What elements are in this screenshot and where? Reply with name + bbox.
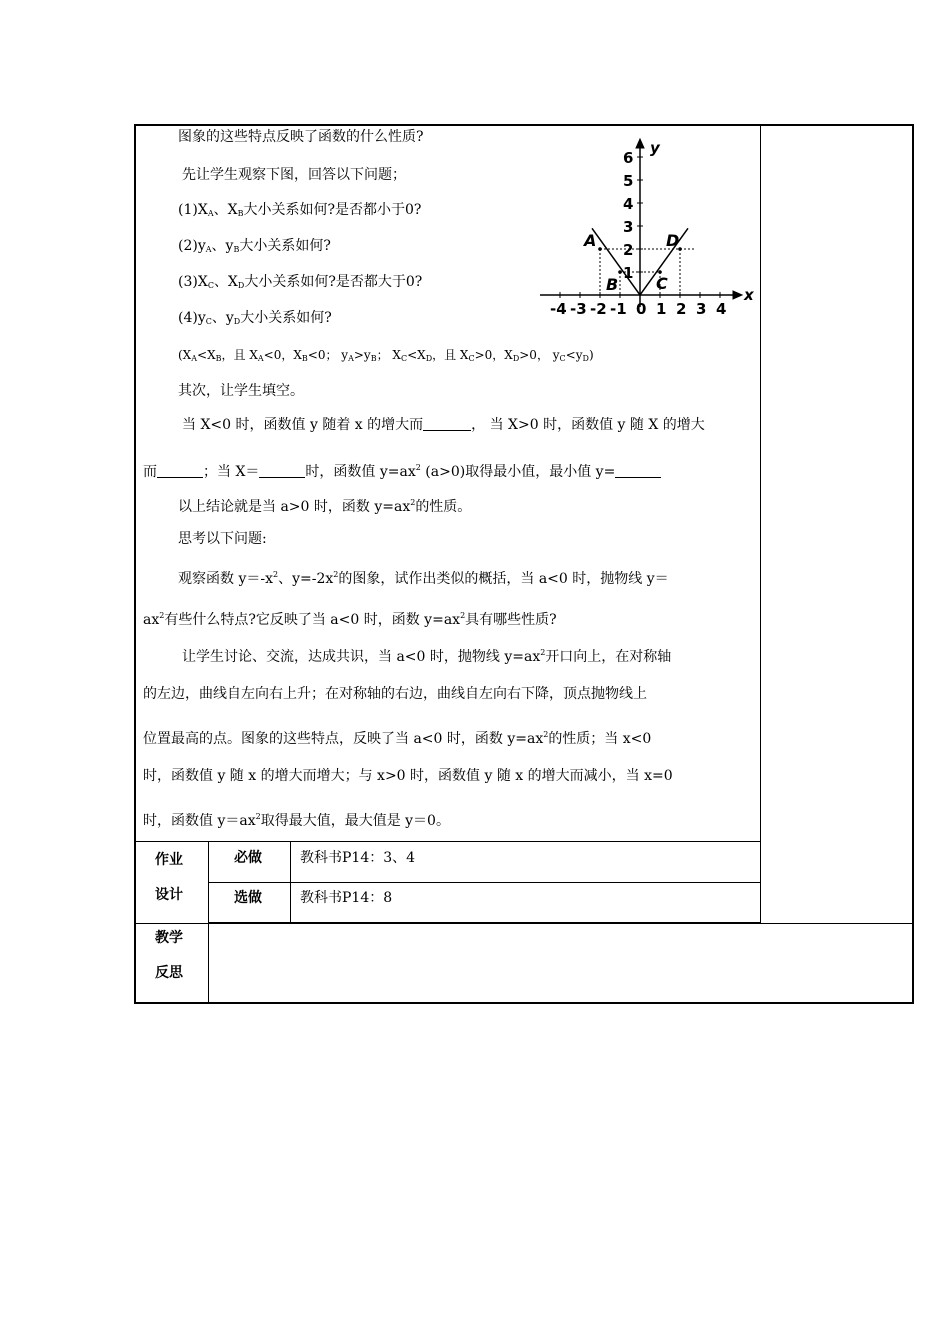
x-tick-label: 1 xyxy=(656,300,667,318)
question-3: $(3)X_C$、$X_D$大小关系如何?是否都大于0? xyxy=(178,274,423,290)
content-column-divider xyxy=(760,124,761,924)
discussion-line-1: 让学生讨论、交流，达成共识，当 a<0 时，抛物线 $y=ax^2$开口向上，在对称轴 xyxy=(182,648,672,665)
conclusion: 以上结论就是当 a>0 时，函数 $y=ax^2$的性质。 xyxy=(178,498,472,515)
x-tick-label: -1 xyxy=(610,300,627,318)
question-1: $(1)X_A$、$X_B$大小关系如何?是否都小于0? xyxy=(178,202,422,218)
answer-blank[interactable] xyxy=(259,463,305,478)
table-top-border xyxy=(134,124,914,126)
y-tick-label: 2 xyxy=(623,241,634,259)
observe-instruction: 先让学生观察下图，回答以下问题； xyxy=(182,167,406,183)
y-axis-arrow xyxy=(636,139,644,148)
y-tick-label: 1 xyxy=(623,264,634,282)
fill-blank-line-2: 而 ；当 X＝ 时，函数值 $y=ax^2$ (a>0)取得最小值，最小值 y= xyxy=(143,458,661,482)
x-tick-label: 2 xyxy=(676,300,687,318)
homework-row-top xyxy=(134,841,761,842)
optional-label: 选做 xyxy=(234,890,262,906)
answer-blank[interactable] xyxy=(423,416,471,431)
table-right-border xyxy=(912,124,914,1004)
x-tick-label: -3 xyxy=(570,300,587,318)
answer-summary: ($X_A<X_B$，且 $X_A<0$，$X_B<0$； $y_A>y_B$； $X_C<X_D$，且 $X_C>0$，$X_D>0$， $y_C<y_D$) xyxy=(178,348,594,363)
point-marker xyxy=(598,247,602,251)
title-column-divider xyxy=(208,841,209,1003)
table-bottom-border xyxy=(134,1002,914,1004)
x-tick-label: 3 xyxy=(696,300,707,318)
x-axis-label: x xyxy=(744,286,754,304)
homework-title-2: 设计 xyxy=(155,887,183,903)
point-label: D xyxy=(666,231,680,250)
point-label: B xyxy=(606,275,619,294)
reflection-row-top xyxy=(134,923,914,924)
origin-label: 0 xyxy=(636,300,647,318)
subtitle-column-divider xyxy=(290,841,291,923)
y-axis-label: y xyxy=(650,139,660,157)
absolute-value-graph xyxy=(530,135,760,320)
y-tick-label: 6 xyxy=(623,149,634,167)
discussion-line-4: 时，函数值 y 随 x 的增大而增大；与 x>0 时，函数值 y 随 x 的增大而减小，当 x=0 xyxy=(143,768,673,784)
answer-blank[interactable] xyxy=(157,463,203,478)
reflection-title-1: 教学 xyxy=(155,930,183,946)
answer-blank[interactable] xyxy=(615,463,661,478)
question-4: $(4)y_C$、$y_D$大小关系如何? xyxy=(178,310,332,326)
table-left-border xyxy=(134,124,136,1004)
discussion-line-2: 的左边，曲线自左向右上升；在对称轴的右边，曲线自左向右下降，顶点抛物线上 xyxy=(143,686,647,702)
discussion-line-5: 时，函数值 $y=ax^2$取得最大值，最大值是 y＝0。 xyxy=(143,812,450,829)
fill-blank-line-1: 当 X<0 时，函数值 y 随着 x 的增大而 ， 当 X>0 时，函数值 y 随 X 的增大 xyxy=(182,417,705,433)
x-tick-label: 4 xyxy=(716,300,727,318)
homework-title-1: 作业 xyxy=(155,852,183,868)
point-label: A xyxy=(584,231,597,250)
y-tick-label: 3 xyxy=(623,218,634,236)
discussion-line-3: 位置最高的点。图象的这些特点，反映了当 a<0 时，函数 $y=ax^2$的性质；当 x<0 xyxy=(143,730,652,747)
x-tick-label: -4 xyxy=(550,300,567,318)
required-homework: 教科书P14：3、4 xyxy=(300,850,416,866)
point-label: C xyxy=(656,274,668,293)
optional-homework: 教科书P14：8 xyxy=(300,890,393,906)
reflection-title-2: 反思 xyxy=(155,965,183,981)
observe-line-1: 观察函数 $y=-x^2$、$y=-2x^2$的图象，试作出类似的概括，当 a<0 时，抛物线 y＝ xyxy=(178,570,669,587)
think-prompt: 思考以下问题: xyxy=(178,531,267,547)
x-axis-arrow xyxy=(733,291,742,299)
point-marker xyxy=(618,270,622,274)
x-tick-label: -2 xyxy=(590,300,607,318)
required-label: 必做 xyxy=(234,850,262,866)
question-intro: 图象的这些特点反映了函数的什么性质? xyxy=(178,129,424,145)
next-step: 其次，让学生填空。 xyxy=(178,383,304,399)
question-2: $(2)y_A$、$y_B$大小关系如何? xyxy=(178,238,331,254)
observe-line-2: $ax^2$有些什么特点?它反映了当 a<0 时，函数 $y=ax^2$具有哪些性质? xyxy=(143,611,557,628)
y-tick-label: 4 xyxy=(623,195,634,213)
y-tick-label: 5 xyxy=(623,172,634,190)
